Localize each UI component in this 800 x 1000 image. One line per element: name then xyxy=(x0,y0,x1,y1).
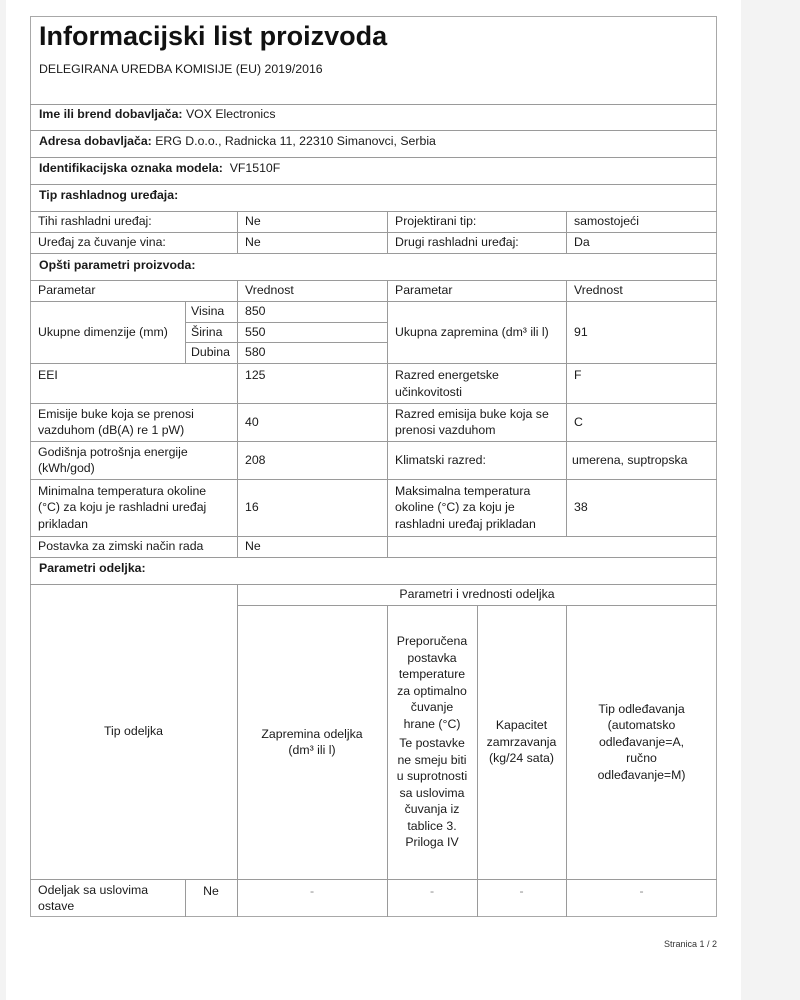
dimension-name: Visina xyxy=(191,304,225,319)
viewer-scroll-gutter xyxy=(741,0,800,1000)
appliance-type-label: Tihi rashladni uređaj: xyxy=(38,214,152,229)
column-header-freezing xyxy=(477,605,566,879)
compartment-group-header: Parametri i vrednosti odeljka xyxy=(399,587,555,602)
param-value: 208 xyxy=(245,452,266,467)
column-header: Vrednost xyxy=(574,283,623,298)
compartment-present: Ne xyxy=(203,884,219,898)
param-value: umerena, suptropska xyxy=(572,452,688,467)
divider xyxy=(30,157,717,158)
total-volume-value: 91 xyxy=(574,324,588,339)
param-label xyxy=(30,363,237,403)
param-label xyxy=(30,479,237,536)
appliance-type-label: Uređaj za čuvanje vina: xyxy=(38,235,166,250)
column-header: Parametar xyxy=(395,283,453,298)
compartment-params-heading: Parametri odeljka: xyxy=(39,561,146,575)
param-value: F xyxy=(574,368,582,382)
column-header-volume-text: Zapremina odeljka (dm³ ili l) xyxy=(261,726,363,757)
total-volume-label xyxy=(387,301,566,363)
dimension-value: 550 xyxy=(245,324,266,339)
dimension-value: 580 xyxy=(245,345,266,360)
dimension-name: Dubina xyxy=(191,345,230,360)
param-label-text: Klimatski razred: xyxy=(395,452,486,467)
dimensions-label-text: Ukupne dimenzije (mm) xyxy=(38,324,168,339)
divider xyxy=(30,253,717,254)
temperature-note-text: Te postavke ne smeju biti u suprotnosti sa uslovima čuvanja iz tablice 3. Priloga IV xyxy=(396,736,468,850)
supplier-name-value: VOX Electronics xyxy=(185,107,276,121)
appliance-type-value: Da xyxy=(574,235,590,250)
page-title: Informacijski list proizvoda xyxy=(39,21,388,51)
compartment-temperature: - xyxy=(429,884,435,898)
param-value: 38 xyxy=(574,500,588,515)
dimensions-label xyxy=(30,301,185,363)
supplier-address-label: Adresa dobavljača: xyxy=(39,134,152,148)
dimension-value: 850 xyxy=(245,304,266,319)
column-header-volume xyxy=(237,605,387,879)
compartment-type xyxy=(30,879,185,917)
model-id-row xyxy=(39,160,280,176)
dimension-name: Širina xyxy=(191,324,223,339)
model-id-label: Identifikacijska oznaka modela: xyxy=(39,161,223,175)
param-label xyxy=(30,403,237,441)
supplier-name-row xyxy=(39,106,275,122)
model-id-value: VF1510F xyxy=(229,161,281,175)
param-label-text: Emisije buke koja se prenosi vazduhom (dB(A) re 1 pW) xyxy=(38,406,194,437)
param-label-text: Godišnja potrošnja energije (kWh/god) xyxy=(38,444,188,475)
column-header-freezing-text: Kapacitet zamrzavanja (kg/24 sata) xyxy=(486,718,557,766)
param-value: 125 xyxy=(245,368,266,382)
param-value: Ne xyxy=(245,539,261,554)
param-label xyxy=(387,479,566,536)
divider xyxy=(30,104,717,105)
param-label xyxy=(387,441,566,479)
param-label-text: Maksimalna temperatura okoline (°C) za koju je rashladni uređaj prikladan xyxy=(395,483,536,531)
param-value: C xyxy=(574,414,583,429)
appliance-type-heading: Tip rashladnog uređaja: xyxy=(39,188,179,202)
general-params-heading: Opšti parametri proizvoda: xyxy=(39,258,196,272)
divider xyxy=(30,557,717,558)
divider xyxy=(30,130,717,131)
regulation-subtitle: DELEGIRANA UREDBA KOMISIJE (EU) 2019/2016 xyxy=(39,62,323,76)
param-label-text: Minimalna temperatura okoline (°C) za koju je rashladni uređaj prikladan xyxy=(38,483,207,531)
param-label-text: EEI xyxy=(38,368,58,382)
divider xyxy=(30,184,717,185)
param-label xyxy=(30,441,237,479)
compartment-type-text: Odeljak sa uslovima ostave xyxy=(38,882,149,913)
appliance-type-label: Projektirani tip: xyxy=(395,214,477,229)
compartment-freezing: - xyxy=(519,884,524,898)
param-label xyxy=(387,403,566,441)
appliance-type-value: Ne xyxy=(245,214,261,229)
temperature-setting-text: Preporučena postavka temperature za optimalno čuvanje hrane (°C) xyxy=(396,634,468,731)
supplier-address-value: ERG D.o.o., Radnicka 11, 22310 Simanovci, Serbia xyxy=(155,134,436,148)
param-label xyxy=(387,363,566,403)
column-header-temperature xyxy=(387,605,477,879)
param-value: 40 xyxy=(245,414,259,429)
param-label-text: Razred energetske učinkovitosti xyxy=(395,368,499,399)
compartment-volume: - xyxy=(309,884,315,898)
compartment-defrost: - xyxy=(639,884,644,898)
column-header-type: Tip odeljka xyxy=(103,724,163,739)
column-header-defrost xyxy=(566,605,717,879)
supplier-address-row xyxy=(39,133,436,149)
total-volume-label-text: Ukupna zapremina (dm³ ili l) xyxy=(395,324,549,339)
supplier-name-label: Ime ili brend dobavljača: xyxy=(39,107,183,121)
param-label-text: Razred emisija buke koja se prenosi vazduhom xyxy=(395,406,549,437)
page-indicator: Stranica 1 / 2 xyxy=(663,939,717,949)
appliance-type-value: Ne xyxy=(245,235,261,250)
appliance-type-label: Drugi rashladni uređaj: xyxy=(395,235,519,250)
column-header-defrost-text: Tip odleđavanja (automatsko odleđavanje=A, ručno odleđavanje=M) xyxy=(597,701,686,782)
param-value: 16 xyxy=(245,500,259,515)
column-header: Vrednost xyxy=(245,283,294,298)
param-label: Postavka za zimski način rada xyxy=(38,539,204,554)
column-header: Parametar xyxy=(38,283,96,298)
appliance-type-value: samostojeći xyxy=(574,214,639,229)
